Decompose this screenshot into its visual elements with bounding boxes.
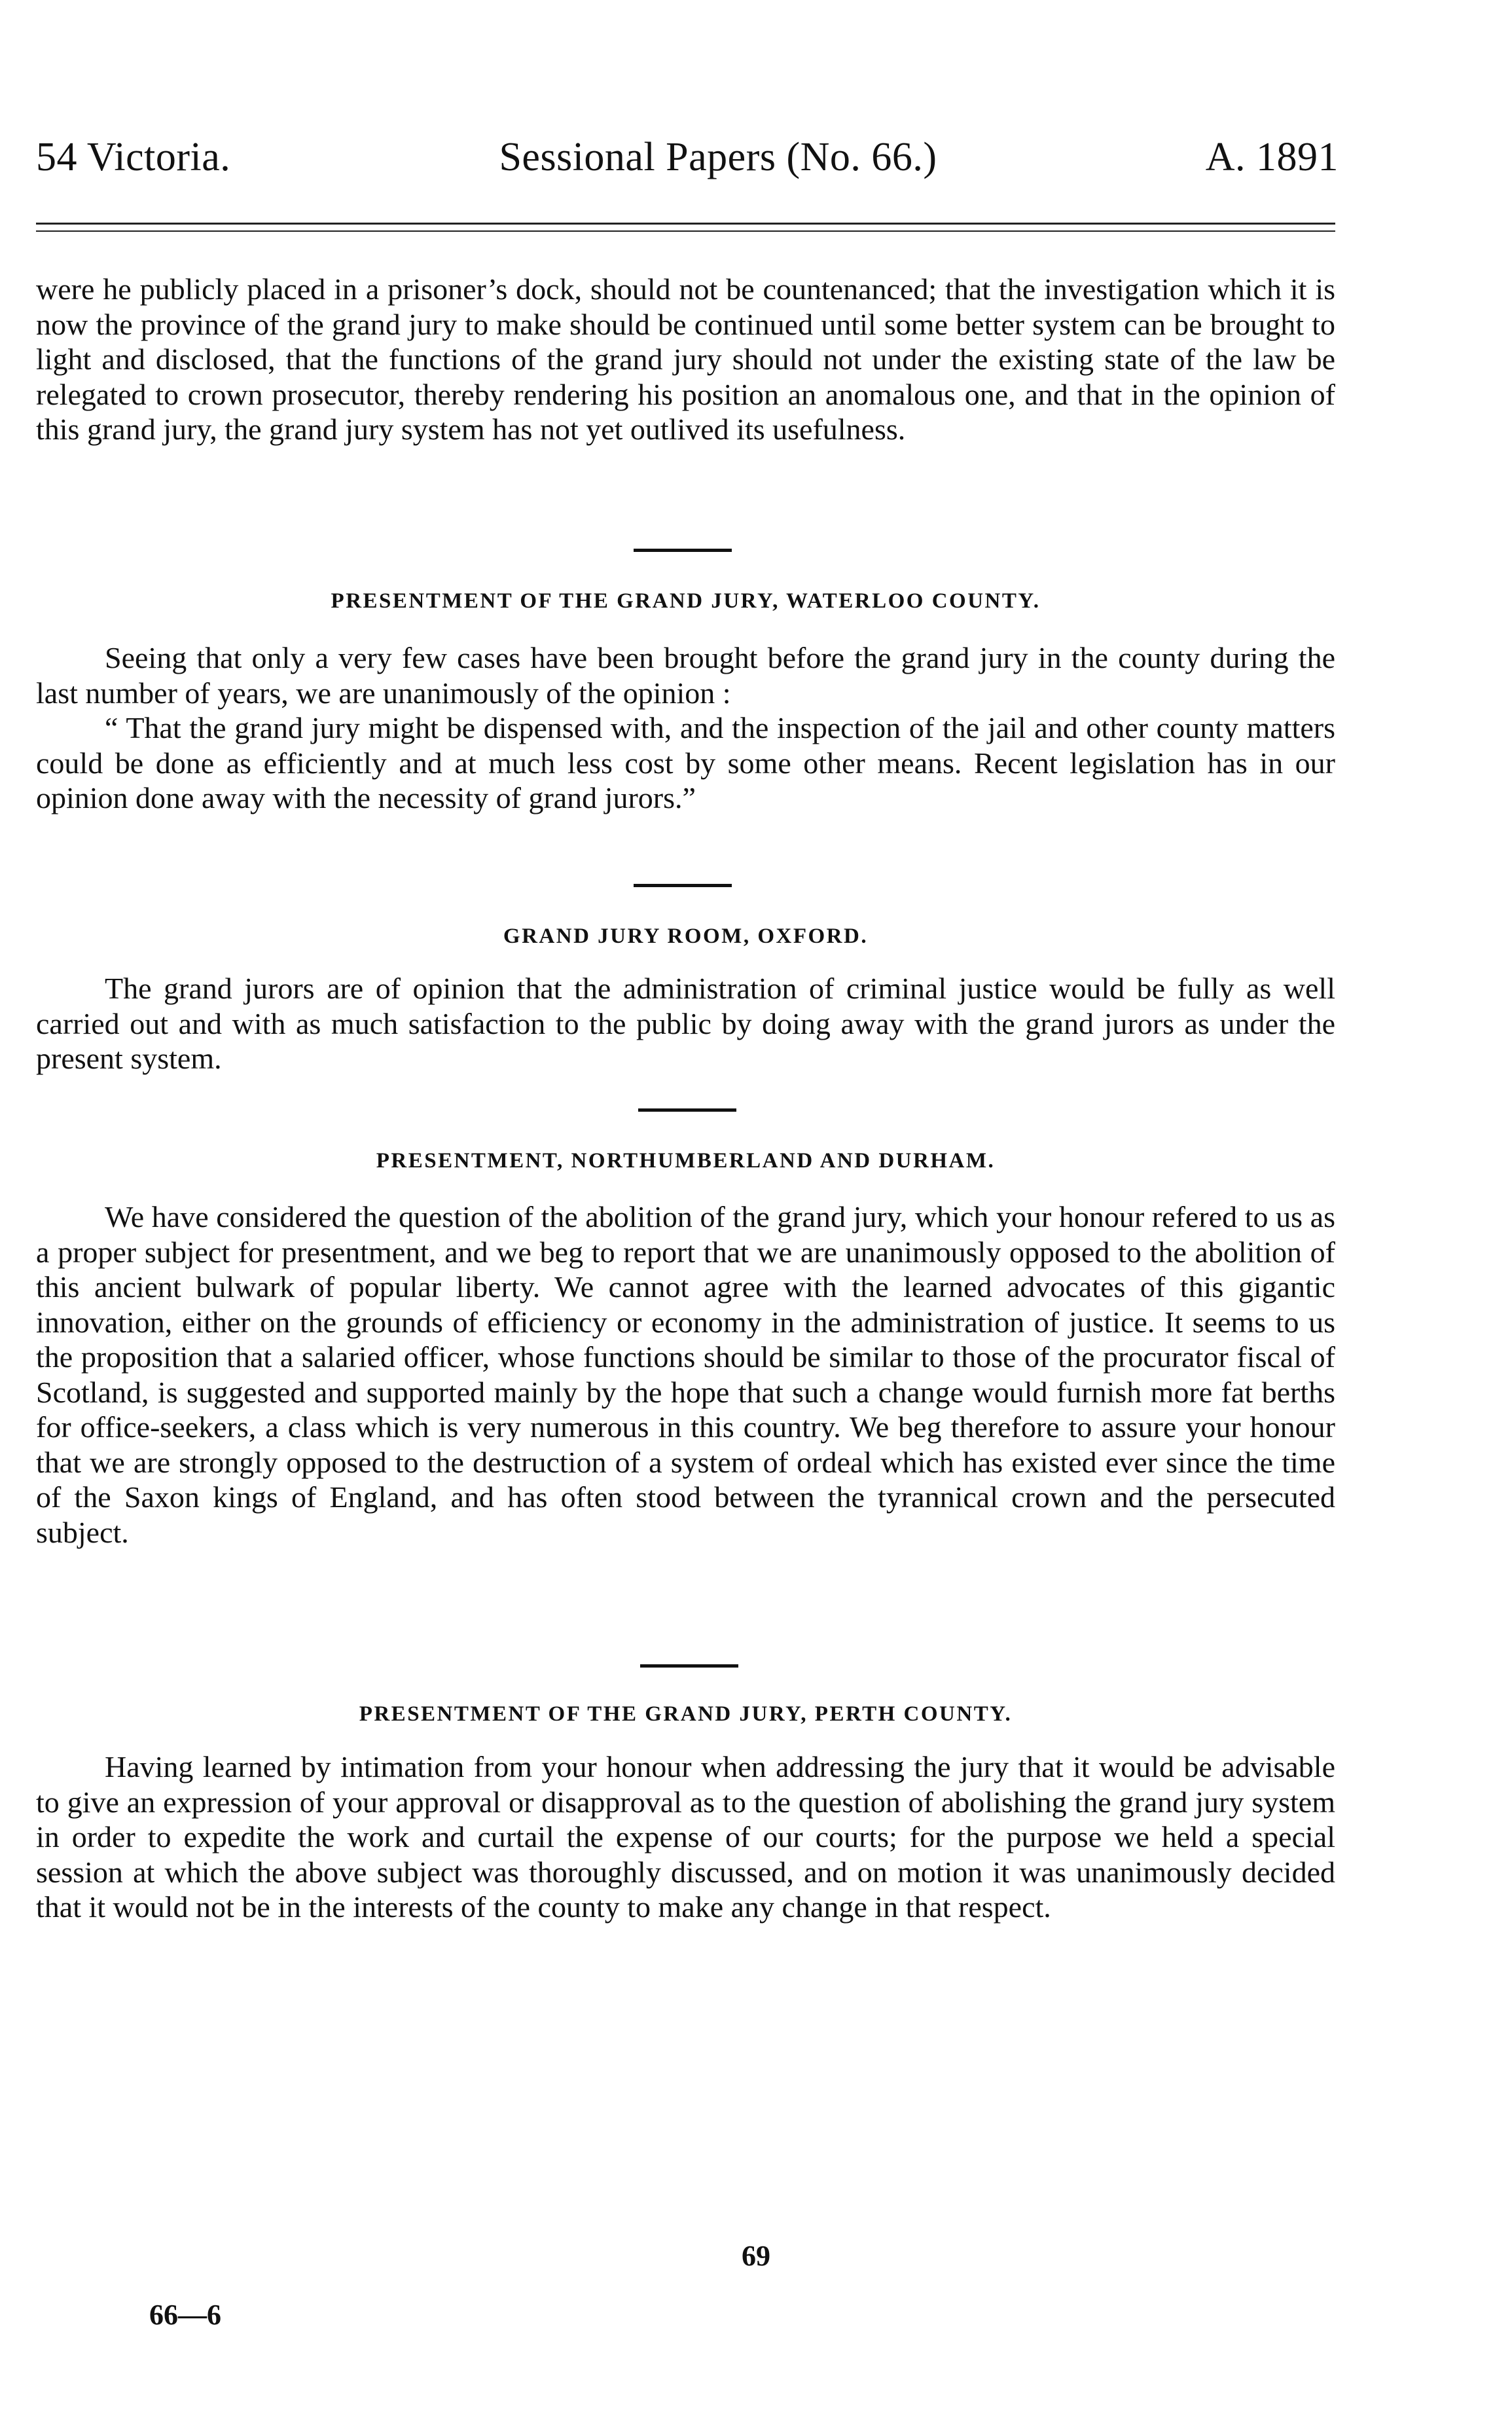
signature-mark: 66—6 <box>149 2299 221 2331</box>
paragraph: The grand jurors are of opinion that the administration of criminal justice would be fully as well carried out and with as much satisfaction to the public by doing away with the grand jurors as under the present system. <box>36 972 1335 1075</box>
header-session: 54 Victoria. <box>36 135 231 179</box>
section-divider <box>640 1664 738 1668</box>
section-body-waterloo <box>36 640 1335 816</box>
section-divider <box>634 549 732 552</box>
section-divider <box>638 1108 736 1112</box>
section-heading-oxford: GRAND JURY ROOM, OXFORD. <box>503 924 869 948</box>
header-title: Sessional Papers (No. 66.) <box>499 135 937 179</box>
header-year: A. 1891 <box>1205 135 1339 179</box>
page-number: 69 <box>742 2240 770 2272</box>
paragraph: “ That the grand jury might be dispensed with, and the inspection of the jail and other county matters could be done as efficiently and at much less cost by some other means. Recent legislation has in our opinion done away with the necessity of grand jurors.” <box>36 711 1335 814</box>
continuation-text <box>36 272 1335 447</box>
section-body-northumberland <box>36 1199 1335 1550</box>
running-header <box>36 134 1339 181</box>
paragraph: were he publicly placed in a prisoner’s dock, should not be countenanced; that the investigation which it is now the province of the grand jury to make should be continued until some better system can be brought to light and disclosed, that the functions of the grand jury should not under the existing state of the law be relegated to crown prosecutor, thereby rendering his position an anomalous one, and that in the opinion of this grand jury, the grand jury system has not yet outlived its usefulness. <box>36 272 1335 446</box>
header-rule <box>36 223 1335 232</box>
paragraph: Seeing that only a very few cases have been brought before the grand jury in the county during the last number of years, we are unanimously of the opinion : <box>36 641 1335 710</box>
section-heading-perth: PRESENTMENT OF THE GRAND JURY, PERTH COUNTY. <box>359 1702 1013 1726</box>
section-divider <box>634 884 732 887</box>
section-heading-northumberland: PRESENTMENT, NORTHUMBERLAND AND DURHAM. <box>376 1149 996 1173</box>
paragraph: Having learned by intimation from your honour when addressing the jury that it would be advisable to give an expression of your approval or disapproval as to the question of abolishing the grand jury system in order to expedite the work and curtail the expense of our courts; for the purpose we held a special session at which the above subject was thoroughly discussed, and on motion it was unanimously decided that it would not be in the interests of the county to make any change in that respect. <box>36 1750 1335 1924</box>
paragraph: We have considered the question of the abolition of the grand jury, which your honour refered to us as a proper subject for presentment, and we beg to report that we are unanimously opposed to the abolition of this ancient bulwark of popular liberty. We cannot agree with the learned advocates of this gigantic innovation, either on the grounds of efficiency or economy in the administration of justice. It seems to us the proposition that a salaried officer, whose functions should be similar to those of the procurator fiscal of Scotland, is suggested and supported mainly by the hope that such a change would furnish more fat berths for office-seekers, a class which is very numerous in this country. We beg therefore to assure your honour that we are strongly opposed to the destruction of a system of ordeal which has existed ever since the time of the Saxon kings of England, and has often stood between the tyrannical crown and the persecuted subject. <box>36 1200 1335 1549</box>
section-heading-waterloo: PRESENTMENT OF THE GRAND JURY, WATERLOO COUNTY. <box>331 589 1041 613</box>
section-body-oxford <box>36 971 1335 1076</box>
section-body-perth <box>36 1749 1335 1925</box>
